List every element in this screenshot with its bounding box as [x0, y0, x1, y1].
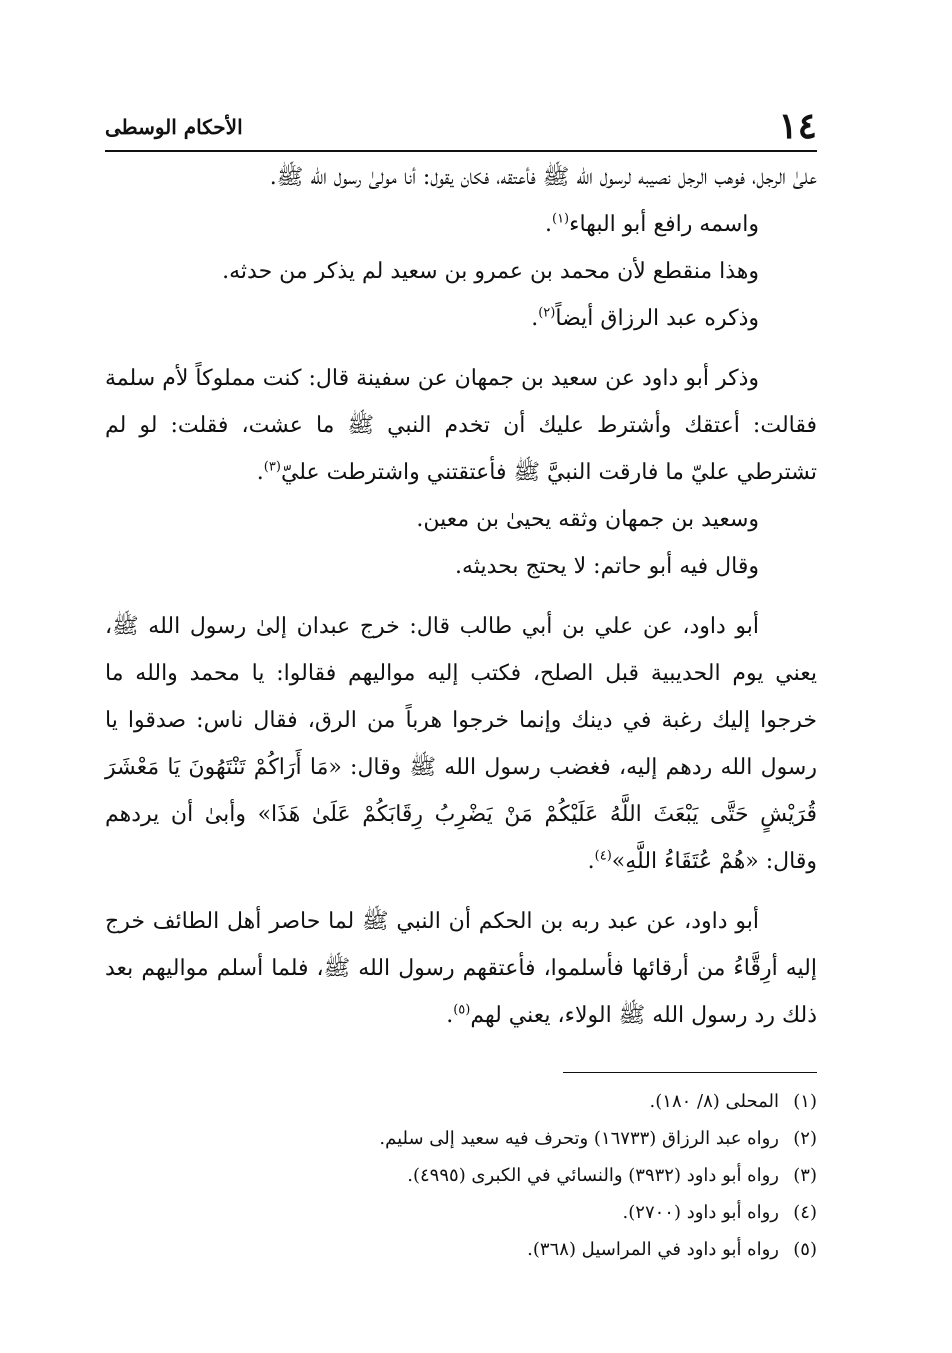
footnote-2 — [105, 1120, 817, 1157]
page-header — [105, 104, 817, 148]
paragraph-abdurrazzaq: وذكره عبد الرزاق أيضاً$^{(٢)}$. — [531, 305, 759, 331]
header-rule — [105, 150, 817, 152]
footnote-number: (٥) — [793, 1239, 817, 1260]
paragraph-ibn-main: وسعيد بن جمهان وثقه يحيىٰ بن معين. — [416, 507, 759, 532]
paragraph-ali-hadith: أبو داود، عن علي بن أبي طالب قال: خرج عبدان إلىٰ رسول الله ﷺ، يعني يوم الحديبية قبل الصلح، فكتب إليه مواليهم فقالوا: يا محمد والله ما خرجوا إليك رغبة في دينك وإنما خرجوا هرباً من الرق، فقال ناس: صدقوا يا رسول الله ردهم إليه، فغضب رسول الله ﷺ وقال: «مَا أَرَاكُمْ تَنْتَهُونَ يَا مَعْشَرَ قُرَيْشٍ حَتَّى يَبْعَثَ اللَّهُ عَلَيْكُمْ مَنْ يَضْرِبُ رِقَابَكُمْ عَلَىٰ هَذَا» وأبىٰ أن يردهم وقال: «هُمْ عُتَقَاءُ اللَّهِ»$^{(٤)}$. — [105, 614, 818, 874]
footnote-marker: (٢) — [538, 305, 556, 321]
running-title: الأحكام الوسطى — [105, 115, 243, 139]
footnote-marker: (٣) — [263, 459, 281, 475]
paragraph-narrator-name: واسمه رافع أبو البهاء$^{(١)}$. — [544, 211, 759, 237]
footnote-number: (١) — [793, 1091, 817, 1112]
footnote-number: (٢) — [793, 1128, 817, 1149]
footnote-number: (٣) — [793, 1165, 817, 1186]
main-text — [105, 154, 817, 1039]
paragraph-taif-hadith: أبو داود، عن عبد ربه بن الحكم أن النبي ﷺ لما حاصر أهل الطائف خرج إليه أرِقَّاءُ من أرقائها فأسلموا، فأعتقهم رسول الله ﷺ، فلما أسلم مواليهم بعد ذلك رد رسول الله ﷺ الولاء، يعني لهم$^{(٥)}$. — [105, 909, 817, 1028]
footnote-marker: (٥) — [453, 1002, 471, 1018]
footnote-text: رواه عبد الرزاق (١٦٧٣٣) وتحرف فيه سعيد إلى سليم. — [379, 1128, 779, 1149]
footnote-1 — [105, 1083, 817, 1120]
footnote-rule — [563, 1072, 817, 1073]
paragraph-continuation: علىٰ الرجل، فوهب الرجل نصيبه لرسول الله ﷺ فأعتقه، فكان يقول: أنا مولىٰ رسول الله ﷺ. — [269, 165, 817, 190]
footnote-marker: (٤) — [594, 848, 612, 864]
page-number: ١٤ — [778, 105, 817, 147]
footnote-5 — [105, 1231, 817, 1268]
footnote-3 — [105, 1157, 817, 1194]
footnotes — [105, 1083, 817, 1268]
paragraph-safina-hadith: وذكر أبو داود عن سعيد بن جمهان عن سفينة قال: كنت مملوكاً لأم سلمة فقالت: أعتقك وأشترط عليك أن تخدم النبي ﷺ ما عشت، فقلت: لو لم تشترطي عليّ ما فارقت النبيَّ ﷺ فأعتقتني واشترطت عليّ$^{(٣)}$. — [105, 366, 817, 485]
footnote-number: (٤) — [793, 1202, 817, 1223]
paragraph-abu-hatim: وقال فيه أبو حاتم: لا يحتج بحديثه. — [455, 554, 759, 579]
footnote-text: رواه أبو داود في المراسيل (٣٦٨). — [527, 1239, 779, 1260]
paragraph-disconnection-note: وهذا منقطع لأن محمد بن عمرو بن سعيد لم يذكر من حدثه. — [222, 259, 759, 284]
footnote-text: رواه أبو داود (٣٩٣٢) والنسائي في الكبرى (٤٩٩٥). — [407, 1165, 779, 1186]
footnote-4 — [105, 1194, 817, 1231]
footnote-text: المحلى (٨/ ١٨٠). — [649, 1091, 779, 1112]
footnote-text: رواه أبو داود (٢٧٠٠). — [622, 1202, 779, 1223]
footnote-marker: (١) — [551, 211, 570, 227]
